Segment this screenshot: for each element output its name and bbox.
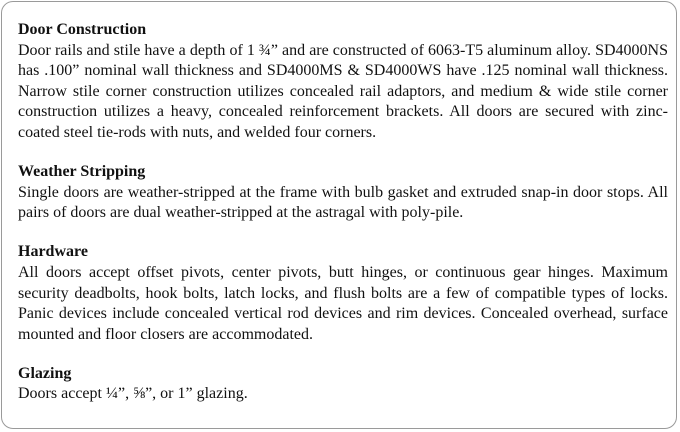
section-body: All doors accept offset pivots, center pivots, butt hinges, or continuous gear hinges. Maximum security deadbolts, hook bolts, latch locks, and flush bolts are a few of compatible types of locks. Panic devices include concealed vertical rod devices and rim devices. Concealed overhead, surface mounted and floor closers are accommodated. [18, 263, 668, 343]
section-heading: Hardware [18, 243, 88, 261]
section-heading: Weather Stripping [18, 163, 146, 181]
section-heading: Glazing [18, 364, 72, 382]
section-glazing [18, 364, 668, 405]
spec-panel [1, 1, 677, 429]
section-body: Doors accept ¼”, ⅝”, or 1” glazing. [18, 385, 248, 403]
section-weather-stripping [18, 162, 668, 224]
section-door-construction [18, 20, 668, 144]
section-heading: Door Construction [18, 21, 147, 38]
section-hardware [18, 242, 668, 345]
section-body: Door rails and stile have a depth of 1 ¾” and are constructed of 6063-T5 aluminum alloy. SD4000NS has .100” nominal wall thickness and SD4000MS & SD4000WS have .125 nominal wall thickness. Narrow stile corner construction utilizes concealed rail adaptors, and medium & wide stile corner construction utilizes a heavy, concealed reinforcement brackets. All doors are secured with zinc-coated steel tie-rods with nuts, and welded four corners. [18, 41, 668, 141]
spec-content [18, 20, 668, 405]
section-body: Single doors are weather-stripped at the frame with bulb gasket and extruded snap-in door stops. All pairs of doors are dual weather-stripped at the astragal with poly-pile. [18, 183, 668, 222]
